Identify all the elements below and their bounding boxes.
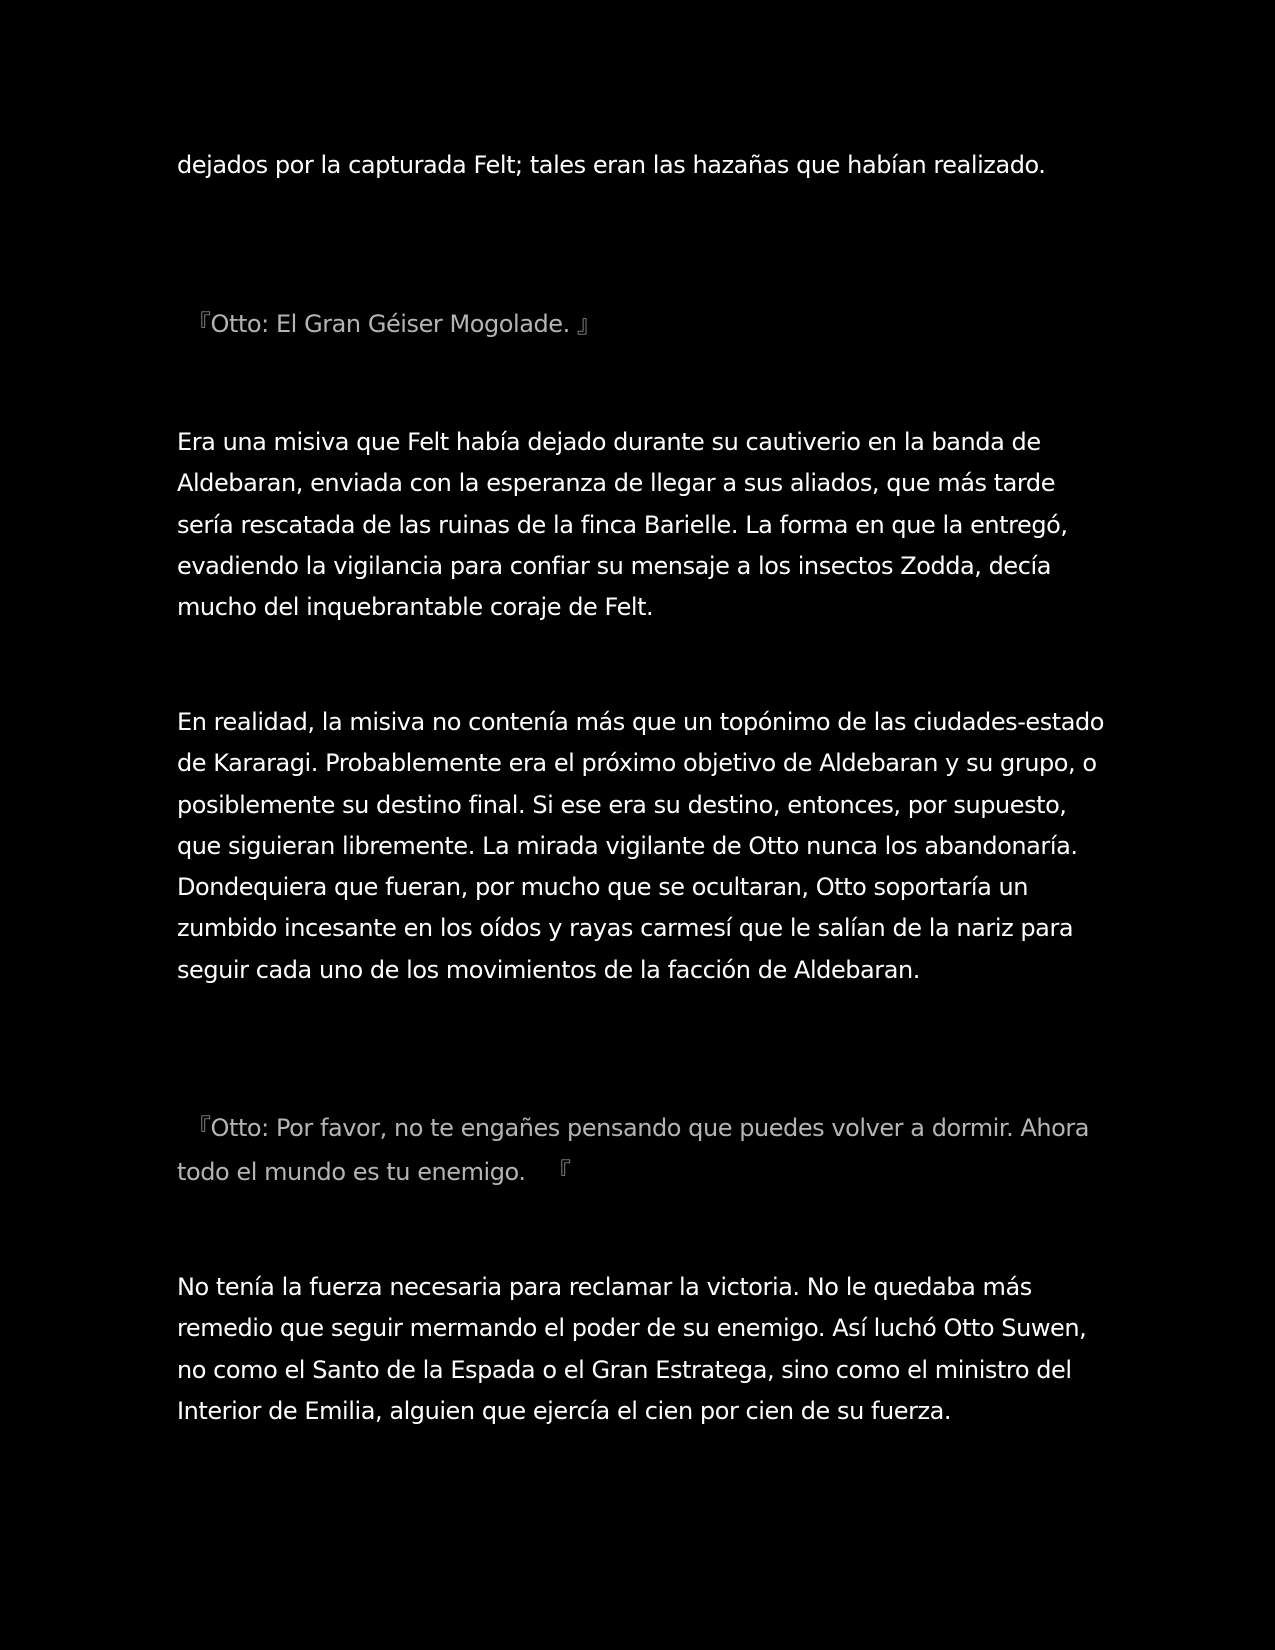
dialogue-line-1: 『Otto: El Gran Géiser Mogolade. 』	[187, 310, 601, 338]
narration-paragraph-4: No tenía la fuerza necesaria para reclamar la victoria. No le quedaba más remedio que seguir mermando el poder de su enemigo. Así luchó Otto Suwen, no como el Santo de la Espada o el Gran Estratega, sino como el ministro del Interior de Emilia, alguien que ejercía el cien por cien de su fuerza.	[177, 1273, 1087, 1425]
document-page	[177, 0, 1107, 1650]
narration-paragraph-3: En realidad, la misiva no contenía más que un topónimo de las ciudades-estado de Kararagi. Probablemente era el próximo objetivo de Aldebaran y su grupo, o posiblemente su destino final. Si ese era su destino, entonces, por supuesto, que siguieran libremente. La mirada vigilante de Otto nunca los abandonaría. Dondequiera que fueran, por mucho que se ocultaran, Otto soportaría un zumbido incesante en los oídos y rayas carmesí que le salían de la nariz para seguir cada uno de los movimientos de la facción de Aldebaran.	[177, 708, 1105, 984]
dialogue-line-2: 『Otto: Por favor, no te engañes pensando que puedes volver a dormir. Ahora todo el mundo es tu enemigo. 『	[177, 1114, 1090, 1186]
narration-paragraph-2: Era una misiva que Felt había dejado durante su cautiverio en la banda de Aldebaran, enviada con la esperanza de llegar a sus aliados, que más tarde sería rescatada de las ruinas de la finca Barielle. La forma en que la entregó, evadiendo la vigilancia para confiar su mensaje a los insectos Zodda, decía mucho del inquebrantable coraje de Felt.	[177, 428, 1068, 622]
narration-paragraph-1: dejados por la capturada Felt; tales eran las hazañas que habían realizado.	[177, 151, 1046, 179]
